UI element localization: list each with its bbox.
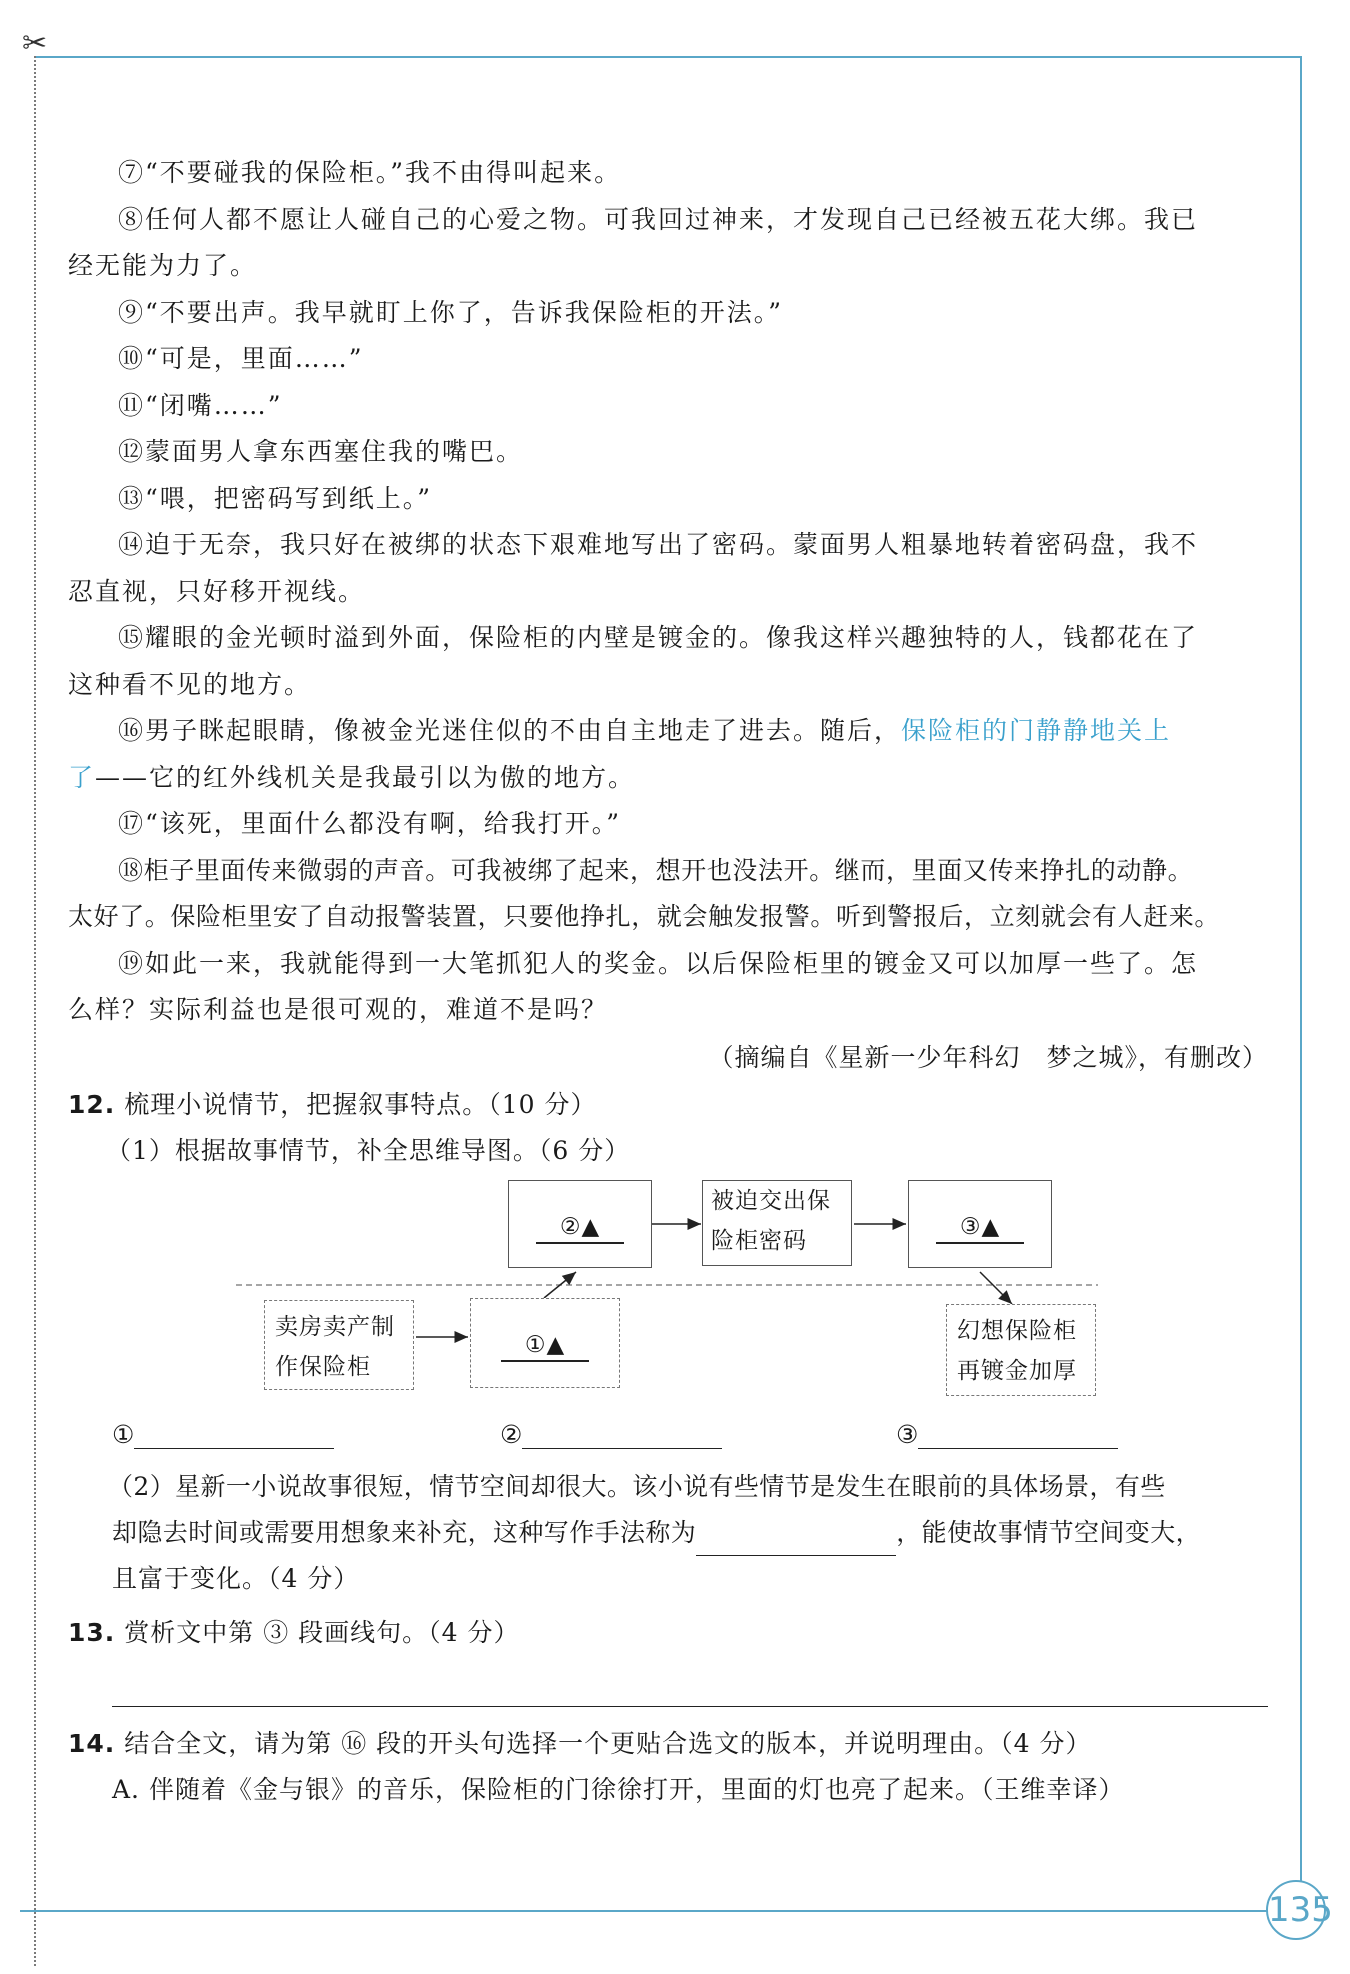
blank-1-label: ① <box>112 1419 135 1449</box>
paragraph-19-cont: 么样？实际利益也是很可观的，难道不是吗？ <box>68 995 609 1024</box>
paragraph-12: ⑫蒙面男人拿东西塞住我的嘴巴。 <box>118 437 524 466</box>
question-12-number: 12. <box>68 1089 116 1119</box>
highlighted-sentence: 保险柜的门静静地关上 <box>901 716 1172 745</box>
blank-3[interactable] <box>896 1418 1118 1449</box>
mind-map-box-sell: 卖房卖产制作保险柜 <box>264 1300 414 1390</box>
blank-3-line[interactable] <box>918 1418 1118 1449</box>
question-13-text: 赏析文中第 ③ 段画线句。（4 分） <box>124 1617 520 1647</box>
question-14-number: 14. <box>68 1728 116 1758</box>
question-14-option-a: A. 伴随着《金与银》的音乐，保险柜的门徐徐打开，里面的灯也亮了起来。（王维幸译） <box>112 1774 1125 1804</box>
cut-line <box>34 56 36 1966</box>
question-12-part-2-cont <box>112 1510 1268 1556</box>
page-number: 135 <box>1266 1880 1326 1940</box>
paragraph-7: ⑦“不要碰我的保险柜。”我不由得叫起来。 <box>118 158 622 187</box>
question-12 <box>68 1082 1268 1128</box>
paragraph-8: ⑧任何人都不愿让人碰自己的心爱之物。可我回过神来，才发现自己已经被五花大绑。我已 <box>118 204 1199 234</box>
blank-2-line[interactable] <box>522 1418 722 1449</box>
question-12-part-2: （2）星新一小说故事很短，情节空间却很大。该小说有些情节是发生在眼前的具体场景，有些 <box>108 1471 1166 1501</box>
paragraph-18: ⑱柜子里面传来微弱的声音。可我被绑了起来，想开也没法开。继而，里面又传来挣扎的动静。 <box>118 855 1194 885</box>
mind-map-box-3 <box>908 1180 1052 1268</box>
part-2-blank[interactable] <box>696 1527 896 1556</box>
question-12-part-2-end: 且富于变化。（4 分） <box>112 1563 360 1593</box>
blank-1[interactable] <box>112 1418 334 1449</box>
blank-3-label: ③ <box>896 1419 919 1449</box>
paragraph-15: ⑮耀眼的金光顿时溢到外面，保险柜的内壁是镀金的。像我这样兴趣独特的人，钱都花在了 <box>118 623 1199 652</box>
mind-map-box-1 <box>470 1298 620 1388</box>
question-13-answer-line[interactable] <box>112 1666 1268 1707</box>
bottom-rule <box>20 1910 1282 1912</box>
paragraph-15-cont: 这种看不见的地方。 <box>68 669 312 699</box>
scissors-icon: ✂ <box>22 26 48 61</box>
paragraph-14: ⑭迫于无奈，我只好在被绑的状态下艰难地写出了密码。蒙面男人粗暴地转着密码盘，我不 <box>118 530 1199 559</box>
question-12-text: 梳理小说情节，把握叙事特点。（10 分） <box>124 1089 597 1119</box>
blank-1-line[interactable] <box>134 1418 334 1449</box>
paragraph-16-cont <box>68 755 1268 802</box>
question-14-text: 结合全文，请为第 ⑯ 段的开头句选择一个更贴合选文的版本，并说明理由。（4 分） <box>124 1728 1092 1758</box>
paragraph-14-cont: 忍直视，只好移开视线。 <box>68 576 366 606</box>
mind-map-box-password: 被迫交出保险柜密码 <box>702 1180 852 1266</box>
mind-map-box-fantasy: 幻想保险柜再镀金加厚 <box>946 1304 1096 1396</box>
paragraph-18-cont: 太好了。保险柜里安了自动报警装置，只要他挣扎，就会触发报警。听到警报后，立刻就会有人赶来。 <box>68 902 1221 931</box>
question-13 <box>68 1610 1268 1656</box>
part-2-text-cont: ，能使故事情节空间变大， <box>896 1517 1202 1547</box>
paragraph-16 <box>68 708 1268 755</box>
answer-blanks <box>68 1418 1268 1464</box>
mind-map-box-2 <box>508 1180 652 1268</box>
paragraph-13: ⑬“喂，把密码写到纸上。” <box>118 483 433 513</box>
highlighted-sentence-end: 了 <box>68 762 96 792</box>
paragraph-11: ⑪“闭嘴……” <box>118 390 283 420</box>
page-content <box>68 150 1268 1813</box>
blank-2[interactable] <box>500 1418 722 1449</box>
part-2-text: 却隐去时间或需要用想象来补充，这种写作手法称为 <box>112 1517 697 1547</box>
paragraph-16-text-cont: ——它的红外线机关是我最引以为傲的地方。 <box>95 762 636 792</box>
paragraph-8-cont: 经无能为力了。 <box>68 251 258 280</box>
paragraph-17: ⑰“该死，里面什么都没有啊，给我打开。” <box>118 809 622 838</box>
mind-map <box>68 1180 1268 1418</box>
paragraph-9: ⑨“不要出声。我早就盯上你了，告诉我保险柜的开法。” <box>118 297 784 327</box>
paragraph-19: ⑲如此一来，我就能得到一大笔抓犯人的奖金。以后保险柜里的镀金又可以加厚一些了。怎 <box>118 948 1199 978</box>
question-14 <box>68 1721 1268 1767</box>
source-citation: （摘编自《星新一少年科幻 梦之城》，有删改） <box>708 1042 1268 1072</box>
paragraph-16-text: ⑯男子眯起眼睛，像被金光迷住似的不由自主地走了进去。随后， <box>118 716 902 745</box>
question-13-number: 13. <box>68 1617 116 1647</box>
box-3-label: ③▲ <box>936 1214 1024 1244</box>
box-2-label: ②▲ <box>536 1214 624 1244</box>
question-12-part-1: （1）根据故事情节，补全思维导图。（6 分） <box>106 1135 631 1165</box>
paragraph-10: ⑩“可是，里面……” <box>118 344 364 373</box>
blank-2-label: ② <box>500 1419 523 1449</box>
box-1-label: ①▲ <box>501 1332 589 1362</box>
arrow-box3-to-fantasy <box>980 1272 1012 1304</box>
